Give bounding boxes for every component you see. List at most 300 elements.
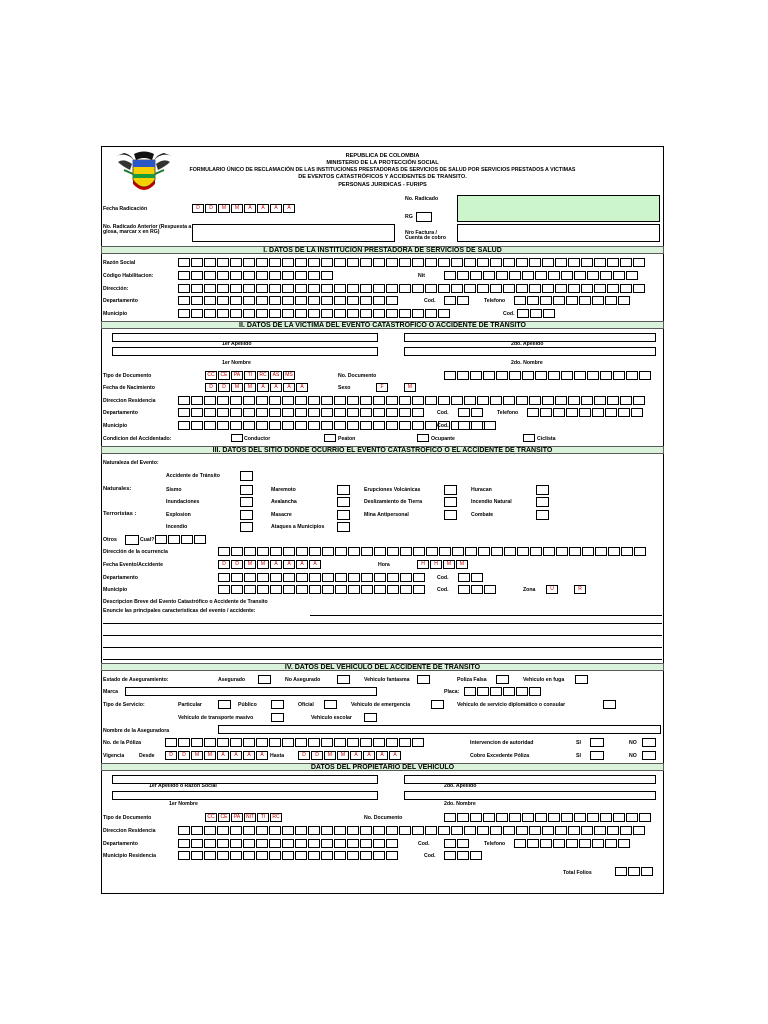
input-cell[interactable] <box>542 284 554 293</box>
telefono-cells[interactable] <box>514 296 631 305</box>
input-cell[interactable] <box>231 573 243 582</box>
input-cell[interactable] <box>582 547 594 556</box>
input-cell[interactable] <box>633 284 645 293</box>
input-cell[interactable] <box>548 271 560 280</box>
intervencion-no-checkbox[interactable] <box>642 738 656 747</box>
lettered-cell[interactable]: M <box>218 204 230 213</box>
input-cell[interactable] <box>607 396 619 405</box>
input-cell[interactable] <box>470 371 482 380</box>
input-cell[interactable] <box>204 258 216 267</box>
input-cell[interactable] <box>581 258 593 267</box>
sexo-f-option[interactable]: F <box>376 383 388 392</box>
municipio-cod-cells[interactable] <box>458 585 497 594</box>
input-cell[interactable] <box>386 851 398 860</box>
input-cell[interactable] <box>574 813 586 822</box>
input-cell[interactable] <box>269 309 281 318</box>
input-cell[interactable] <box>295 271 307 280</box>
input-cell[interactable] <box>595 547 607 556</box>
input-cell[interactable] <box>496 813 508 822</box>
input-cell[interactable] <box>633 258 645 267</box>
input-cell[interactable] <box>217 271 229 280</box>
input-cell[interactable] <box>244 547 256 556</box>
lettered-cell[interactable]: D <box>231 560 243 569</box>
input-cell[interactable] <box>217 851 229 860</box>
input-cell[interactable] <box>296 547 308 556</box>
lettered-cell[interactable]: A <box>270 560 282 569</box>
input-cell[interactable] <box>522 813 534 822</box>
input-cell[interactable] <box>399 826 411 835</box>
asegurado-checkbox[interactable] <box>258 675 271 684</box>
input-cell[interactable] <box>386 421 398 430</box>
input-cell[interactable] <box>561 813 573 822</box>
input-cell[interactable] <box>218 573 230 582</box>
input-cell[interactable] <box>270 547 282 556</box>
input-cell[interactable] <box>256 296 268 305</box>
input-cell[interactable] <box>451 826 463 835</box>
input-cell[interactable] <box>373 309 385 318</box>
propietario-direccion-cells[interactable] <box>178 826 646 835</box>
vehiculo-fuga-checkbox[interactable] <box>575 675 588 684</box>
input-cell[interactable] <box>217 421 229 430</box>
input-cell[interactable] <box>256 408 268 417</box>
input-cell[interactable] <box>347 396 359 405</box>
lettered-cell[interactable]: A <box>296 383 308 392</box>
input-cell[interactable] <box>295 396 307 405</box>
input-cell[interactable] <box>217 309 229 318</box>
input-cell[interactable] <box>282 396 294 405</box>
hora-cells[interactable] <box>417 560 469 569</box>
incendio-natural-checkbox[interactable] <box>536 497 549 507</box>
propietario-cod-cells[interactable] <box>444 839 470 848</box>
no-poliza-cells[interactable] <box>165 738 425 747</box>
input-cell[interactable] <box>282 284 294 293</box>
cual-cells[interactable] <box>155 535 207 544</box>
cod-cells[interactable] <box>444 296 470 305</box>
input-cell[interactable] <box>295 826 307 835</box>
input-cell[interactable] <box>295 408 307 417</box>
input-cell[interactable] <box>386 826 398 835</box>
lettered-cell[interactable]: D <box>205 204 217 213</box>
input-cell[interactable] <box>542 826 554 835</box>
input-cell[interactable] <box>464 396 476 405</box>
input-cell[interactable] <box>295 296 307 305</box>
input-cell[interactable] <box>540 408 552 417</box>
input-cell[interactable] <box>191 258 203 267</box>
input-cell[interactable] <box>543 309 555 318</box>
input-cell[interactable] <box>334 738 346 747</box>
direccion-cells[interactable] <box>178 284 646 293</box>
input-cell[interactable] <box>581 826 593 835</box>
input-cell[interactable] <box>360 309 372 318</box>
input-cell[interactable] <box>295 309 307 318</box>
input-cell[interactable] <box>361 573 373 582</box>
input-cell[interactable] <box>527 408 539 417</box>
input-cell[interactable] <box>321 284 333 293</box>
input-cell[interactable] <box>295 421 307 430</box>
input-cell[interactable] <box>594 396 606 405</box>
input-cell[interactable] <box>477 687 489 696</box>
input-cell[interactable] <box>204 421 216 430</box>
explosion-checkbox[interactable] <box>240 510 253 520</box>
vigencia-desde-cells[interactable] <box>165 751 269 760</box>
input-cell[interactable] <box>347 296 359 305</box>
input-cell[interactable] <box>530 309 542 318</box>
input-cell[interactable] <box>204 271 216 280</box>
input-cell[interactable] <box>269 851 281 860</box>
input-cell[interactable] <box>509 271 521 280</box>
input-cell[interactable] <box>540 839 552 848</box>
input-cell[interactable] <box>543 547 555 556</box>
input-cell[interactable] <box>360 396 372 405</box>
input-cell[interactable] <box>321 421 333 430</box>
lettered-cell[interactable]: NIT <box>245 814 255 820</box>
input-cell[interactable] <box>399 309 411 318</box>
input-cell[interactable] <box>516 396 528 405</box>
input-cell[interactable] <box>425 258 437 267</box>
input-cell[interactable] <box>568 284 580 293</box>
input-cell[interactable] <box>321 309 333 318</box>
input-cell[interactable] <box>308 258 320 267</box>
input-cell[interactable] <box>639 813 651 822</box>
input-cell[interactable] <box>244 585 256 594</box>
input-cell[interactable] <box>413 547 425 556</box>
input-cell[interactable] <box>334 296 346 305</box>
input-cell[interactable] <box>605 296 617 305</box>
input-cell[interactable] <box>540 296 552 305</box>
input-cell[interactable] <box>579 839 591 848</box>
input-cell[interactable] <box>269 284 281 293</box>
input-cell[interactable] <box>361 585 373 594</box>
input-cell[interactable] <box>568 258 580 267</box>
mina-checkbox[interactable] <box>444 510 457 520</box>
lettered-cell[interactable]: A <box>363 751 375 760</box>
input-cell[interactable] <box>457 813 469 822</box>
input-cell[interactable] <box>561 271 573 280</box>
input-cell[interactable] <box>458 573 470 582</box>
input-cell[interactable] <box>399 258 411 267</box>
input-cell[interactable] <box>243 421 255 430</box>
input-cell[interactable] <box>282 839 294 848</box>
input-cell[interactable] <box>438 396 450 405</box>
input-cell[interactable] <box>155 535 167 544</box>
input-cell[interactable] <box>230 271 242 280</box>
input-cell[interactable] <box>243 258 255 267</box>
input-cell[interactable] <box>308 296 320 305</box>
input-cell[interactable] <box>607 258 619 267</box>
lettered-cell[interactable]: A <box>256 751 268 760</box>
input-cell[interactable] <box>465 547 477 556</box>
erupciones-checkbox[interactable] <box>444 485 457 495</box>
input-cell[interactable] <box>444 271 456 280</box>
combate-checkbox[interactable] <box>536 510 549 520</box>
input-cell[interactable] <box>243 408 255 417</box>
input-cell[interactable] <box>178 309 190 318</box>
input-cell[interactable] <box>490 687 502 696</box>
input-cell[interactable] <box>444 296 456 305</box>
input-cell[interactable] <box>386 284 398 293</box>
input-cell[interactable] <box>574 371 586 380</box>
huracan-checkbox[interactable] <box>536 485 549 495</box>
input-cell[interactable] <box>230 396 242 405</box>
input-cell[interactable] <box>360 284 372 293</box>
segundo-nombre-field[interactable] <box>404 347 656 356</box>
input-cell[interactable] <box>452 547 464 556</box>
input-cell[interactable] <box>484 585 496 594</box>
total-folios-cells[interactable] <box>615 867 654 876</box>
input-cell[interactable] <box>204 309 216 318</box>
lettered-cell[interactable]: MS <box>283 371 295 380</box>
input-cell[interactable] <box>374 573 386 582</box>
input-cell[interactable] <box>522 371 534 380</box>
lettered-cell[interactable]: A <box>283 560 295 569</box>
input-cell[interactable] <box>400 547 412 556</box>
input-cell[interactable] <box>412 826 424 835</box>
input-cell[interactable] <box>553 408 565 417</box>
input-cell[interactable] <box>516 687 528 696</box>
lettered-cell[interactable]: D <box>205 383 217 392</box>
input-cell[interactable] <box>347 738 359 747</box>
input-cell[interactable] <box>457 839 469 848</box>
input-cell[interactable] <box>361 547 373 556</box>
input-cell[interactable] <box>522 271 534 280</box>
primer-nombre-field[interactable] <box>112 347 378 356</box>
input-cell[interactable] <box>491 547 503 556</box>
input-cell[interactable] <box>217 396 229 405</box>
lettered-cell[interactable]: PA <box>231 371 243 380</box>
input-cell[interactable] <box>464 826 476 835</box>
input-cell[interactable] <box>412 738 424 747</box>
input-cell[interactable] <box>490 284 502 293</box>
input-cell[interactable] <box>425 421 437 430</box>
input-cell[interactable] <box>230 421 242 430</box>
lettered-cell[interactable]: H <box>417 560 429 569</box>
input-cell[interactable] <box>471 408 483 417</box>
input-cell[interactable] <box>628 867 640 876</box>
lettered-cell[interactable]: A <box>230 751 242 760</box>
input-cell[interactable] <box>243 738 255 747</box>
input-cell[interactable] <box>618 408 630 417</box>
input-cell[interactable] <box>592 839 604 848</box>
incendio-checkbox[interactable] <box>240 522 253 532</box>
input-cell[interactable] <box>360 258 372 267</box>
input-cell[interactable] <box>244 573 256 582</box>
input-cell[interactable] <box>438 258 450 267</box>
razon-social-cells[interactable] <box>178 258 646 267</box>
input-cell[interactable] <box>490 396 502 405</box>
lettered-cell[interactable]: A <box>283 204 295 213</box>
propietario-no-documento-cells[interactable] <box>444 813 652 822</box>
accidente-transito-checkbox[interactable] <box>240 471 253 481</box>
input-cell[interactable] <box>527 839 539 848</box>
input-cell[interactable] <box>587 813 599 822</box>
input-cell[interactable] <box>335 585 347 594</box>
input-cell[interactable] <box>620 826 632 835</box>
lettered-cell[interactable]: AS <box>270 371 282 380</box>
input-cell[interactable] <box>308 738 320 747</box>
input-cell[interactable] <box>348 585 360 594</box>
input-cell[interactable] <box>321 839 333 848</box>
input-cell[interactable] <box>574 271 586 280</box>
no-asegurado-checkbox[interactable] <box>337 675 350 684</box>
input-cell[interactable] <box>587 371 599 380</box>
lettered-cell[interactable]: A <box>257 383 269 392</box>
lettered-cell[interactable]: CE <box>218 371 230 380</box>
lettered-cell[interactable]: D <box>218 560 230 569</box>
input-cell[interactable] <box>256 284 268 293</box>
input-cell[interactable] <box>387 585 399 594</box>
input-cell[interactable] <box>257 573 269 582</box>
input-cell[interactable] <box>530 547 542 556</box>
input-cell[interactable] <box>243 309 255 318</box>
input-cell[interactable] <box>483 271 495 280</box>
input-cell[interactable] <box>308 839 320 848</box>
input-cell[interactable] <box>243 284 255 293</box>
lettered-cell[interactable]: A <box>296 560 308 569</box>
input-cell[interactable] <box>322 585 334 594</box>
input-cell[interactable] <box>204 839 216 848</box>
input-cell[interactable] <box>217 296 229 305</box>
input-cell[interactable] <box>256 738 268 747</box>
lettered-cell[interactable]: A <box>244 204 256 213</box>
input-cell[interactable] <box>386 839 398 848</box>
input-cell[interactable] <box>230 296 242 305</box>
input-cell[interactable] <box>444 813 456 822</box>
input-cell[interactable] <box>348 547 360 556</box>
no-documento-cells[interactable] <box>444 371 652 380</box>
input-cell[interactable] <box>321 396 333 405</box>
input-cell[interactable] <box>641 867 653 876</box>
input-cell[interactable] <box>555 826 567 835</box>
lettered-cell[interactable]: CC <box>205 371 217 380</box>
input-cell[interactable] <box>269 396 281 405</box>
input-cell[interactable] <box>321 296 333 305</box>
input-cell[interactable] <box>425 396 437 405</box>
input-cell[interactable] <box>516 826 528 835</box>
input-cell[interactable] <box>477 826 489 835</box>
input-cell[interactable] <box>334 396 346 405</box>
zona-u-option[interactable]: U <box>546 585 558 594</box>
publico-checkbox[interactable] <box>271 700 284 709</box>
input-cell[interactable] <box>178 839 190 848</box>
lettered-cell[interactable]: H <box>430 560 442 569</box>
input-cell[interactable] <box>471 573 483 582</box>
input-cell[interactable] <box>282 826 294 835</box>
input-cell[interactable] <box>165 738 177 747</box>
input-cell[interactable] <box>373 296 385 305</box>
input-cell[interactable] <box>191 396 203 405</box>
input-cell[interactable] <box>425 309 437 318</box>
input-cell[interactable] <box>633 396 645 405</box>
input-cell[interactable] <box>566 296 578 305</box>
vigencia-hasta-cells[interactable] <box>298 751 402 760</box>
input-cell[interactable] <box>581 284 593 293</box>
input-cell[interactable] <box>373 421 385 430</box>
input-cell[interactable] <box>529 396 541 405</box>
lettered-cell[interactable]: PA <box>231 813 243 822</box>
sismo-checkbox[interactable] <box>240 485 253 495</box>
input-cell[interactable] <box>347 839 359 848</box>
input-cell[interactable] <box>178 826 190 835</box>
maremoto-checkbox[interactable] <box>337 485 350 495</box>
descripcion-line[interactable] <box>103 659 662 660</box>
descripcion-line[interactable] <box>103 647 662 648</box>
input-cell[interactable] <box>386 309 398 318</box>
input-cell[interactable] <box>296 573 308 582</box>
lettered-cell[interactable]: RC <box>257 371 269 380</box>
input-cell[interactable] <box>471 585 483 594</box>
input-cell[interactable] <box>373 258 385 267</box>
input-cell[interactable] <box>412 408 424 417</box>
input-cell[interactable] <box>620 258 632 267</box>
escolar-checkbox[interactable] <box>364 713 377 722</box>
lettered-cell[interactable]: M <box>244 383 256 392</box>
input-cell[interactable] <box>412 309 424 318</box>
input-cell[interactable] <box>334 309 346 318</box>
input-cell[interactable] <box>321 271 333 280</box>
input-cell[interactable] <box>605 408 617 417</box>
lettered-cell[interactable]: M <box>257 560 269 569</box>
input-cell[interactable] <box>308 826 320 835</box>
departamento-cells[interactable] <box>218 573 426 582</box>
input-cell[interactable] <box>458 421 470 430</box>
conductor-checkbox[interactable] <box>231 434 243 442</box>
input-cell[interactable] <box>607 284 619 293</box>
input-cell[interactable] <box>308 851 320 860</box>
aseguradora-field[interactable] <box>218 725 661 734</box>
input-cell[interactable] <box>283 585 295 594</box>
input-cell[interactable] <box>444 371 456 380</box>
input-cell[interactable] <box>399 396 411 405</box>
input-cell[interactable] <box>579 296 591 305</box>
deslizamiento-checkbox[interactable] <box>444 497 457 507</box>
input-cell[interactable] <box>613 271 625 280</box>
lettered-cell[interactable]: A <box>257 204 269 213</box>
input-cell[interactable] <box>633 826 645 835</box>
input-cell[interactable] <box>514 296 526 305</box>
input-cell[interactable] <box>553 296 565 305</box>
input-cell[interactable] <box>230 284 242 293</box>
input-cell[interactable] <box>322 573 334 582</box>
input-cell[interactable] <box>347 826 359 835</box>
lettered-cell[interactable]: A <box>270 204 282 213</box>
input-cell[interactable] <box>230 851 242 860</box>
input-cell[interactable] <box>230 258 242 267</box>
lettered-cell[interactable]: CE <box>218 813 230 822</box>
no-radicado-anterior-field[interactable] <box>192 224 395 242</box>
input-cell[interactable] <box>256 309 268 318</box>
input-cell[interactable] <box>399 421 411 430</box>
input-cell[interactable] <box>374 585 386 594</box>
departamento-cells[interactable] <box>178 408 425 417</box>
otros-checkbox[interactable] <box>125 535 139 545</box>
input-cell[interactable] <box>535 813 547 822</box>
input-cell[interactable] <box>335 547 347 556</box>
input-cell[interactable] <box>243 839 255 848</box>
input-cell[interactable] <box>270 585 282 594</box>
input-cell[interactable] <box>178 396 190 405</box>
input-cell[interactable] <box>282 271 294 280</box>
input-cell[interactable] <box>477 258 489 267</box>
input-cell[interactable] <box>496 271 508 280</box>
intervencion-si-checkbox[interactable] <box>590 738 604 747</box>
emergencia-checkbox[interactable] <box>431 700 444 709</box>
input-cell[interactable] <box>360 738 372 747</box>
lettered-cell[interactable]: D <box>218 383 230 392</box>
input-cell[interactable] <box>483 813 495 822</box>
input-cell[interactable] <box>321 851 333 860</box>
input-cell[interactable] <box>579 408 591 417</box>
lettered-cell[interactable]: D <box>192 204 204 213</box>
